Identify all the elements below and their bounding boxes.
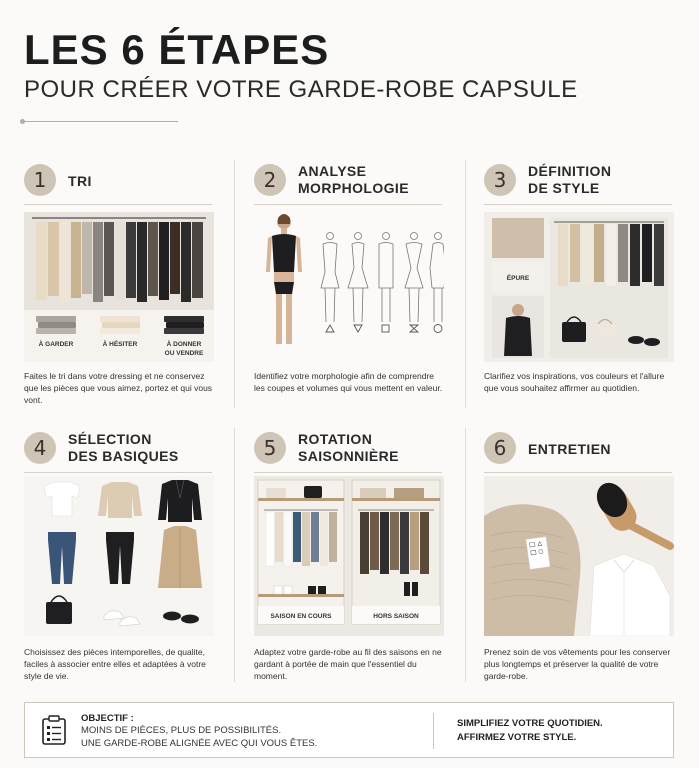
label-a-garder: À GARDER — [38, 341, 74, 348]
step-description: Identifiez votre morphologie afin de comprendre les coupes et volumes qui vous mettent en valeur. — [254, 371, 443, 393]
page-title: LES 6 ÉTAPES — [24, 26, 330, 73]
step-title-line: ANALYSE — [298, 163, 367, 179]
step-number: 3 — [484, 164, 516, 196]
clipboard-checklist-icon — [41, 715, 67, 745]
step-number: 5 — [254, 432, 286, 464]
step-header — [254, 160, 444, 202]
column-separator — [465, 428, 466, 682]
column-separator — [234, 160, 235, 408]
objective-divider — [433, 713, 434, 749]
step-title-line: ROTATION — [298, 431, 373, 447]
step-title-line: SÉLECTION — [68, 431, 152, 447]
step-rule — [484, 472, 672, 473]
objective-slogan-1: SIMPLIFIEZ VOTRE QUOTIDIEN. — [457, 718, 603, 729]
label-a-donner: À DONNER — [166, 341, 202, 348]
step-rule — [484, 204, 672, 205]
step-description: Clarifiez vos inspirations, vos couleurs et l'allure que vous souhaitez affirmer au quotidien. — [484, 371, 665, 393]
step-title — [68, 431, 179, 465]
objective-title: OBJECTIF : — [81, 713, 134, 724]
title-rule — [24, 121, 178, 122]
step-rule — [254, 472, 442, 473]
step-title-line: DÉFINITION — [528, 163, 612, 179]
step-description: Prenez soin de vos vêtements pour les conserver plus longtemps et préserver la qualité de votre garde-robe. — [484, 647, 671, 681]
label-a-hesiter: À HÉSITER — [102, 341, 138, 348]
step-title: ENTRETIEN — [528, 441, 611, 457]
step-title — [298, 163, 409, 197]
step-number: 1 — [24, 164, 56, 196]
step-title-line: SAISONNIÈRE — [298, 448, 399, 464]
objective-line-1: MOINS DE PIÈCES, PLUS DE POSSIBILITÉS. — [81, 725, 282, 736]
column-separator — [234, 428, 235, 682]
label-ou-vendre: OU VENDRE — [164, 350, 204, 357]
step-header — [484, 160, 674, 202]
step-title: TRI — [68, 173, 92, 189]
garment-care-photo — [484, 476, 674, 636]
step-title-line: DES BASIQUES — [68, 448, 179, 464]
label-hors-saison: HORS SAISON — [373, 613, 419, 620]
step-title-line: MORPHOLOGIE — [298, 180, 409, 196]
step-rule — [24, 204, 212, 205]
step-number: 6 — [484, 432, 516, 464]
step-header — [24, 428, 214, 470]
step-header — [484, 428, 674, 470]
step-description: Faites le tri dans votre dressing et ne conservez que les pièces que vous aimez, portez et qui vous vont. — [24, 371, 213, 405]
step-rule — [24, 472, 212, 473]
style-moodboard-photo — [484, 212, 674, 362]
step-header — [24, 160, 214, 202]
label-epure: ÉPURE — [506, 275, 530, 282]
body-shapes-illustration — [254, 212, 444, 362]
basics-flatlay-photo — [24, 476, 214, 636]
objective-slogan-2: AFFIRMEZ VOTRE STYLE. — [457, 732, 577, 743]
column-separator — [465, 160, 466, 408]
step-number: 2 — [254, 164, 286, 196]
step-title-line: DE STYLE — [528, 180, 600, 196]
page-subtitle: POUR CRÉER VOTRE GARDE-ROBE CAPSULE — [24, 76, 578, 103]
step-description: Choisissez des pièces intemporelles, de qualite, faciles à associer entre elles et adaptées à votre style de vie. — [24, 647, 206, 681]
step-title — [528, 163, 611, 197]
step-header — [254, 428, 444, 470]
label-saison-en-cours: SAISON EN COURS — [270, 613, 332, 620]
objective-line-2: UNE GARDE-ROBE ALIGNÉE AVEC QUI VOUS ÊTES. — [81, 738, 318, 749]
step-number: 4 — [24, 432, 56, 464]
step-rule — [254, 204, 442, 205]
objective-banner — [24, 702, 674, 758]
wardrobe-sorting-photo — [24, 212, 214, 362]
step-description: Adaptez votre garde-robe au fil des saisons en ne gardant à portée de main que l'essentiel du moment. — [254, 647, 442, 681]
step-title — [298, 431, 399, 465]
seasonal-closet-photo — [254, 476, 444, 636]
